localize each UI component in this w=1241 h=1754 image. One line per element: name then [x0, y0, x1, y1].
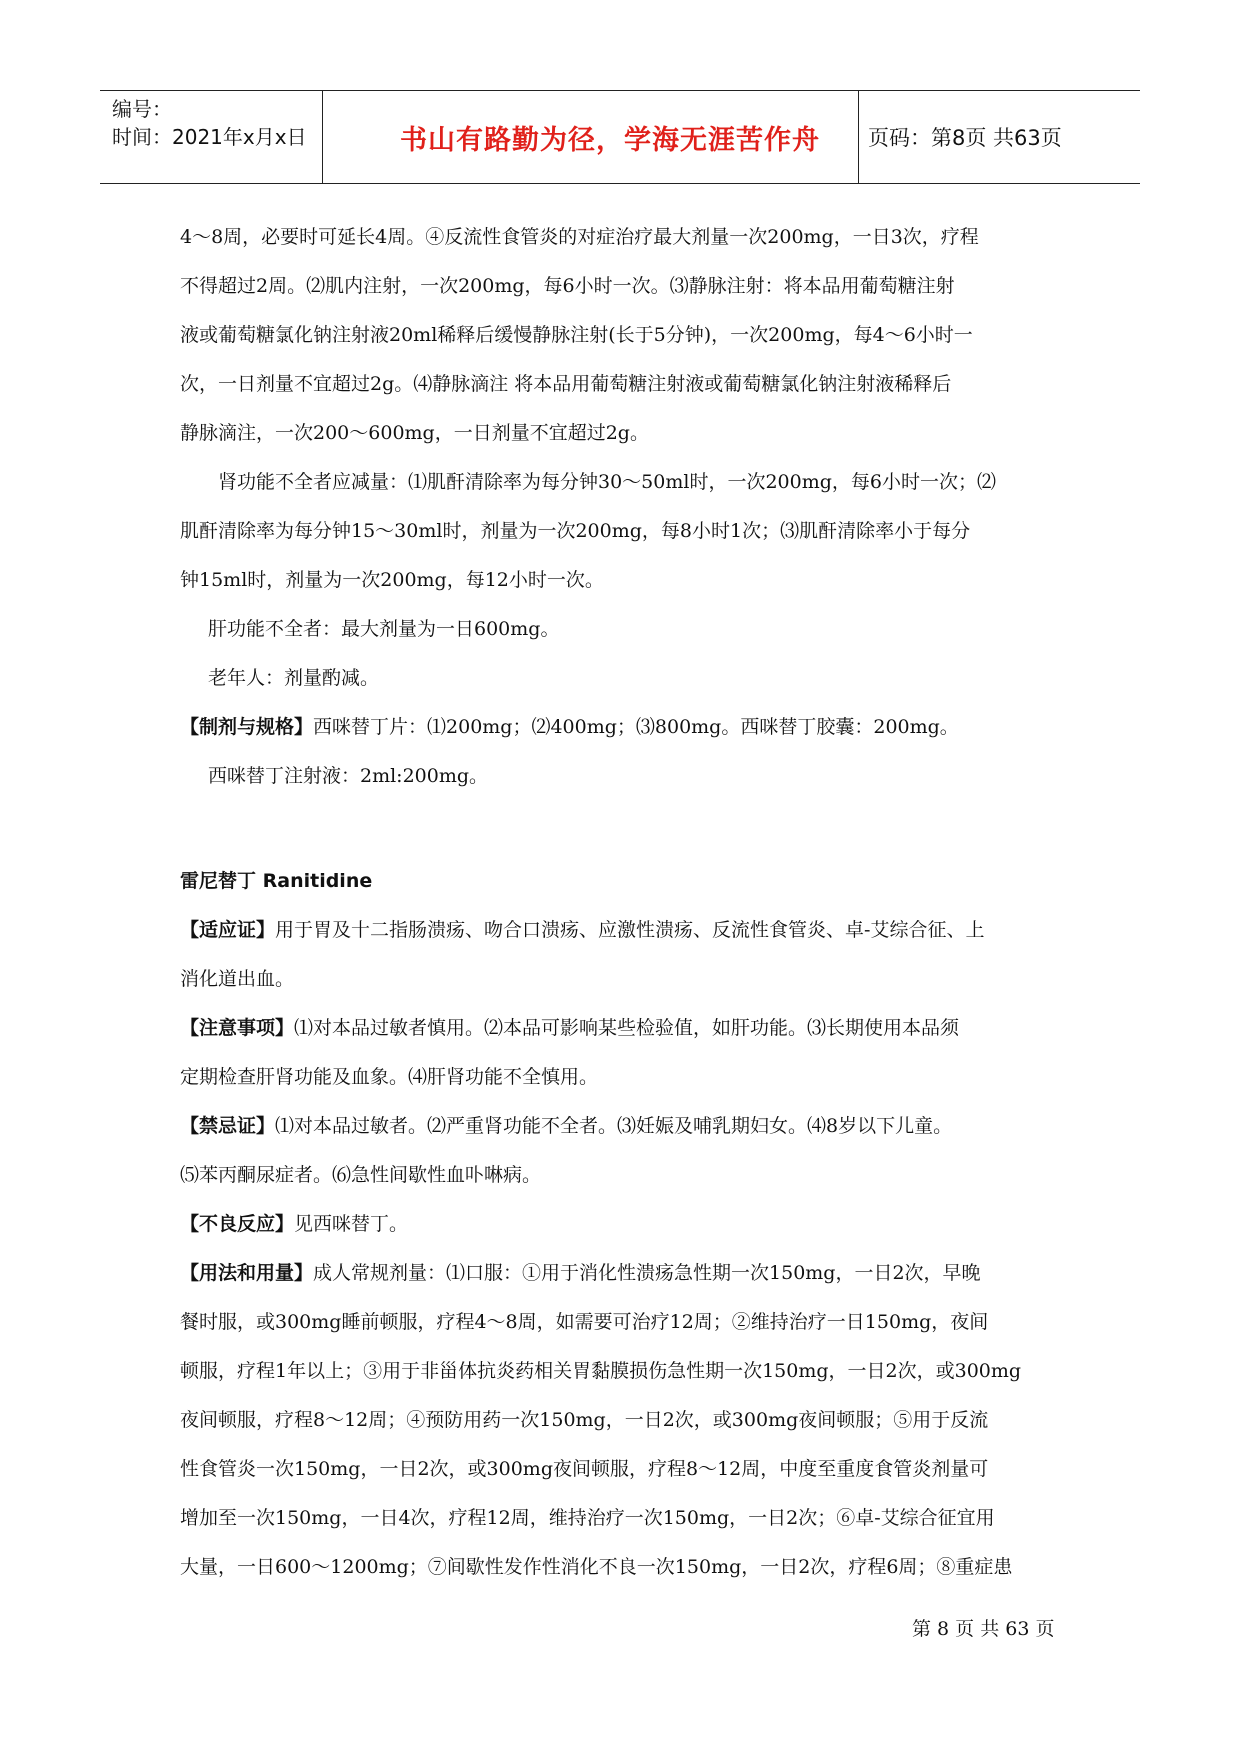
text-line: 成人常规剂量：⑴口服：①用于消化性溃疡急性期一次150mg，一日2次，早晚	[313, 1262, 981, 1284]
text-line: 肾功能不全者应减量：⑴肌酐清除率为每分钟30～50ml时，一次200mg，每6小时一次；⑵	[218, 471, 996, 493]
preparation-text: 西咪替丁片：⑴200mg；⑵400mg；⑶800mg。西咪替丁胶囊：200mg。	[313, 716, 959, 738]
page-footer: 第 8 页 共 63 页	[912, 1618, 1055, 1640]
text-line: 顿服，疗程1年以上；③用于非甾体抗炎药相关胃黏膜损伤急性期一次150mg，一日2次，或300mg	[180, 1360, 1022, 1382]
header-page-info: 页码：第8页 共63页	[868, 126, 1062, 150]
text-line: ⑸苯丙酮尿症者。⑹急性间歇性血卟啉病。	[180, 1164, 542, 1186]
page-header	[100, 90, 1140, 184]
preparation-injection: 西咪替丁注射液：2ml:200mg。	[208, 765, 489, 787]
contraindication-section	[180, 1102, 1060, 1200]
liver-dosage: 肝功能不全者：最大剂量为一日600mg。	[208, 618, 560, 640]
text-line: ⑴对本品过敏者。⑵严重肾功能不全者。⑶妊娠及哺乳期妇女。⑷8岁以下儿童。	[275, 1115, 953, 1137]
adverse-section	[180, 1200, 1060, 1249]
adverse-text: 见西咪替丁。	[294, 1213, 409, 1235]
document-body	[180, 213, 1060, 1592]
text-line: 增加至一次150mg，一日4次，疗程12周，维持治疗一次150mg，一日2次；⑥卓-艾综合征宜用	[180, 1507, 995, 1529]
text-line: 定期检查肝肾功能及血象。⑷肝肾功能不全慎用。	[180, 1066, 599, 1088]
caution-label: 【注意事项】	[180, 1017, 295, 1039]
elderly-dosage: 老年人：剂量酌减。	[208, 667, 380, 689]
text-line: 液或葡萄糖氯化钠注射液20ml稀释后缓慢静脉注射(长于5分钟)，一次200mg，每4～6小时一	[180, 324, 973, 346]
text-line: 4～8周，必要时可延长4周。④反流性食管炎的对症治疗最大剂量一次200mg，一日3次，疗程	[180, 226, 979, 248]
text-line: 用于胃及十二指肠溃疡、吻合口溃疡、应激性溃疡、反流性食管炎、卓-艾综合征、上	[275, 919, 985, 941]
renal-dosage-paragraph	[180, 458, 1060, 605]
ranitidine-title: 雷尼替丁 Ranitidine	[180, 870, 373, 892]
preparation-label: 【制剂与规格】	[180, 716, 314, 738]
indication-label: 【适应证】	[180, 919, 276, 941]
cimetidine-dosage-continued	[180, 213, 1060, 458]
document-code-label: 编号：	[112, 97, 172, 121]
preparation-section	[180, 703, 1060, 752]
text-line: ⑴对本品过敏者慎用。⑵本品可影响某些检验值，如肝功能。⑶长期使用本品须	[294, 1017, 960, 1039]
text-line: 钟15ml时，剂量为一次200mg，每12小时一次。	[180, 569, 604, 591]
adverse-label: 【不良反应】	[180, 1213, 295, 1235]
section-gap	[180, 801, 1060, 857]
document-time-label: 时间：2021年x月x日	[112, 125, 307, 149]
indication-section	[180, 906, 1060, 1004]
text-line: 夜间顿服，疗程8～12周；④预防用药一次150mg，一日2次，或300mg夜间顿服；⑤用于反流	[180, 1409, 989, 1431]
usage-label: 【用法和用量】	[180, 1262, 314, 1284]
text-line: 肌酐清除率为每分钟15～30ml时，剂量为一次200mg，每8小时1次；⑶肌酐清除率小于每分	[180, 520, 971, 542]
text-line: 不得超过2周。⑵肌内注射，一次200mg，每6小时一次。⑶静脉注射：将本品用葡萄糖注射	[180, 275, 955, 297]
usage-section	[180, 1249, 1060, 1592]
text-line: 大量，一日600～1200mg；⑦间歇性发作性消化不良一次150mg，一日2次，疗程6周；⑧重症患	[180, 1556, 1013, 1578]
header-divider-right	[858, 91, 859, 183]
text-line: 静脉滴注，一次200～600mg，一日剂量不宜超过2g。	[180, 422, 649, 444]
text-line: 消化道出血。	[180, 968, 295, 990]
text-line: 性食管炎一次150mg，一日2次，或300mg夜间顿服，疗程8～12周，中度至重度食管炎剂量可	[180, 1458, 989, 1480]
text-line: 餐时服，或300mg睡前顿服，疗程4～8周，如需要可治疗12周；②维持治疗一日150mg，夜间	[180, 1311, 989, 1333]
caution-section	[180, 1004, 1060, 1102]
contraindication-label: 【禁忌证】	[180, 1115, 276, 1137]
header-divider-left	[322, 91, 323, 183]
text-line: 次，一日剂量不宜超过2g。⑷静脉滴注 将本品用葡萄糖注射液或葡萄糖氯化钠注射液稀释后	[180, 373, 952, 395]
header-meta	[112, 95, 307, 151]
header-motto: 书山有路勤为径，学海无涯苦作舟	[400, 124, 820, 156]
